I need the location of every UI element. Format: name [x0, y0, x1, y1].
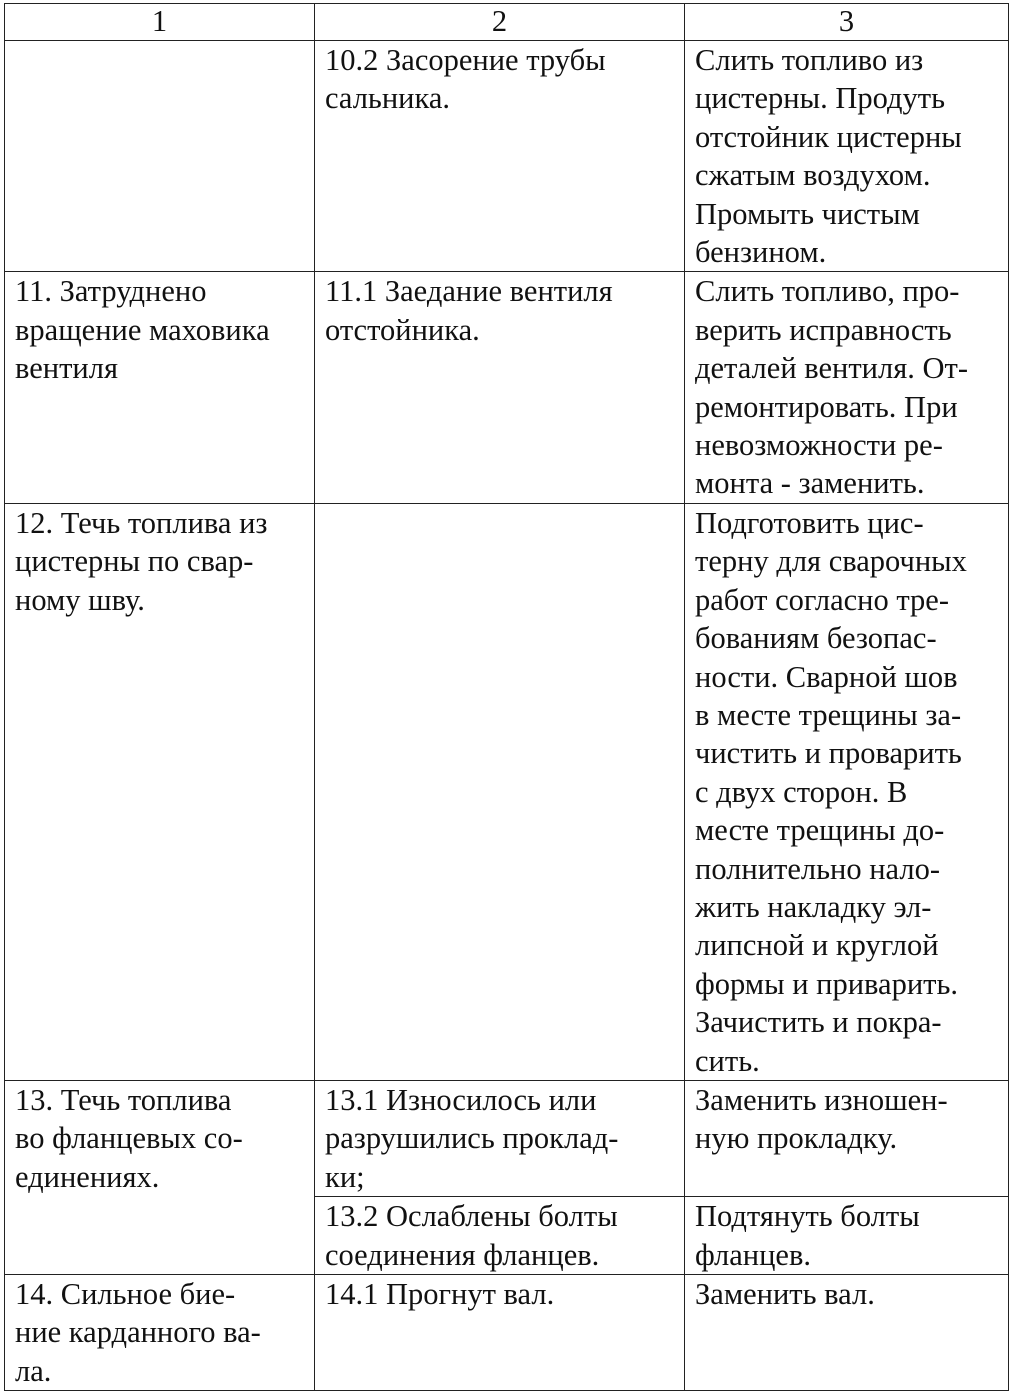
cause-cell: 11.1 Заедание вентиля отстойника. [315, 272, 685, 503]
column-number-2: 2 [315, 4, 685, 41]
cause-cell: 13.1 Износилось или разрушились проклад- ки; [315, 1080, 685, 1196]
remedy-cell: Заменить изношен- ную прокладку. [685, 1080, 1009, 1196]
cause-cell: 13.2 Ослаблены болты соединения фланцев. [315, 1197, 685, 1275]
table-row [5, 41, 1009, 272]
column-number-1: 1 [5, 4, 315, 41]
fault-cell: 14. Сильное бие- ние карданного ва- ла. [5, 1275, 315, 1391]
fault-table [4, 3, 1009, 1391]
column-number-3: 3 [685, 4, 1009, 41]
remedy-cell: Заменить вал. [685, 1275, 1009, 1391]
table-row [5, 1275, 1009, 1391]
remedy-cell: Подготовить цис- терну для сварочных работ согласно тре- бованиям безопас- ности. Сварной шов в месте трещины за- чистить и проварить с двух сторон. В месте трещины до- полнительно нало- жить накладку эл- липсной и круглой формы и приварить. Зачистить и покра- сить. [685, 503, 1009, 1080]
fault-cell [5, 41, 315, 272]
fault-cell: 11. Затруднено вращение маховика вентиля [5, 272, 315, 503]
table-row [5, 272, 1009, 503]
cause-cell: 10.2 Засорение трубы сальника. [315, 41, 685, 272]
remedy-cell: Слить топливо из цистерны. Продуть отстойник цистерны сжатым воздухом. Промыть чистым бензином. [685, 41, 1009, 272]
fault-cell: 13. Течь топлива во фланцевых со- единениях. [5, 1080, 315, 1274]
fault-cell: 12. Течь топлива из цистерны по свар- ному шву. [5, 503, 315, 1080]
cause-cell [315, 503, 685, 1080]
fault-table-page [4, 3, 1008, 1386]
remedy-cell: Подтянуть болты фланцев. [685, 1197, 1009, 1275]
header-row [5, 4, 1009, 41]
table-row [5, 1080, 1009, 1196]
remedy-cell: Слить топливо, про- верить исправность деталей вентиля. От- ремонтировать. При невозможности ре- монта - заменить. [685, 272, 1009, 503]
table-row [5, 503, 1009, 1080]
cause-cell: 14.1 Прогнут вал. [315, 1275, 685, 1391]
